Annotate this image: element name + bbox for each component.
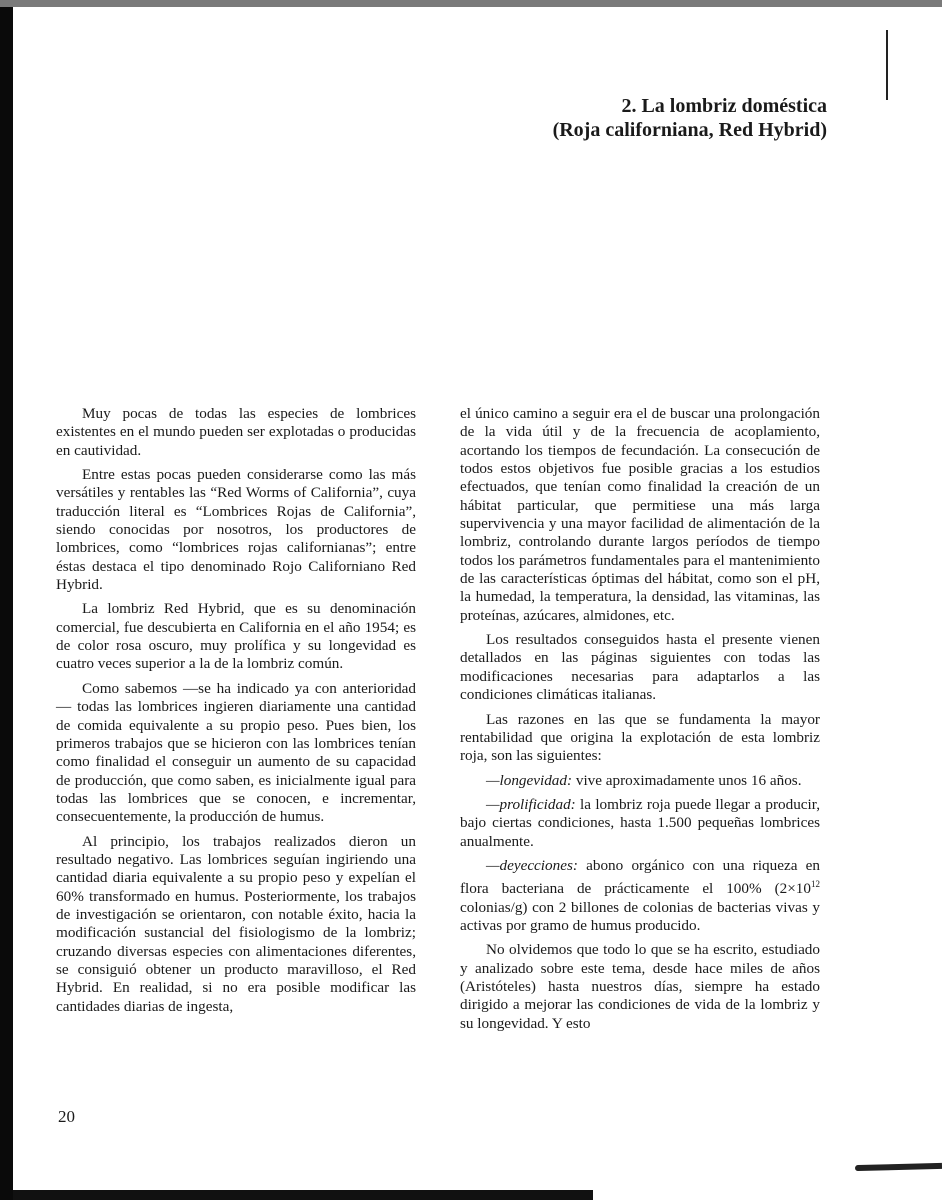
term-prolificacy: —prolificidad: bbox=[486, 795, 576, 813]
paragraph: Los resultados conseguidos hasta el presente vienen detallados en las páginas siguientes con todas las modificaciones necesarias para adaptarlos a las condiciones climáticas italianas. bbox=[460, 631, 820, 704]
paragraph: Las razones en las que se fundamenta la mayor rentabilidad que origina la explotación de esta lombriz roja, son las siguientes: bbox=[460, 710, 820, 765]
list-item-longevity bbox=[460, 772, 820, 790]
scan-left-border bbox=[0, 7, 13, 1200]
term-dejections: —deyecciones: bbox=[486, 856, 578, 874]
definition-longevity: vive aproximadamente unos 16 años. bbox=[572, 771, 802, 789]
scan-margin-mark bbox=[886, 30, 888, 100]
paragraph: No olvidemos que todo lo que se ha escrito, estudiado y analizado sobre este tema, desde hace miles de años (Aristóteles) hasta nuestros días, siempre ha estado dirigido a mejorar las condiciones de vida de la lombriz y su longevidad. Y esto bbox=[460, 941, 820, 1032]
definition-dejections-part2: colonias/g) con 2 billones de colonias de bacterias vivas y activas por gramo de humus producido. bbox=[460, 898, 820, 934]
paragraph-continuation: el único camino a seguir era el de buscar una prolongación de la vida útil y de la frecuencia de acoplamiento, acortando los tiempos de fecundación. La consecución de todos estos objetivos fue posible gracias a los estudios efectuados, que tenían como finalidad la creación de un hábitat particular, que permitiese una más larga supervivencia y una mayor facilidad de alimentación de la lombriz, controlando durante largos períodos de tiempo todos los parámetros fundamentales para el mantenimiento de las características óptimas del hábitat, como son el pH, la humedad, la temperatura, la densidad, las vitaminas, las proteínas, azúcares, almidones, etc. bbox=[460, 405, 820, 624]
scan-bottom-mark bbox=[855, 1163, 942, 1171]
paragraph: La lombriz Red Hybrid, que es su denominación comercial, fue descubierta en California en el año 1954; es de color rosa oscuro, muy prolífica y su longevidad es cuatro veces superior a la de la lombriz común. bbox=[56, 600, 416, 673]
scan-bottom-border bbox=[13, 1190, 593, 1200]
list-item-dejections bbox=[460, 857, 820, 935]
paragraph: Como sabemos —se ha indicado ya con anterioridad— todas las lombrices ingieren diariamente una cantidad de comida equivalente a su propio peso. Pues bien, los primeros trabajos que se hicieron con las lombrices tenían como finalidad el conseguir un aumento de su capacidad de producción, que como saben, es inicialmente igual para todas las lombrices que se conocen, e incrementar, consecuentemente, la producción de humus. bbox=[56, 679, 416, 826]
definition-prolificacy: la lombriz roja puede llegar a producir, bajo ciertas condiciones, hasta 1.500 pequeñas lombrices anualmente. bbox=[460, 795, 820, 850]
right-text-column bbox=[460, 405, 820, 1039]
scan-top-border bbox=[0, 0, 942, 7]
list-item-prolificacy bbox=[460, 796, 820, 851]
page-number: 20 bbox=[58, 1107, 75, 1126]
chapter-title-line-1: 2. La lombriz doméstica bbox=[621, 95, 827, 117]
paragraph: Muy pocas de todas las especies de lombrices existentes en el mundo pueden ser explotadas o producidas en cautividad. bbox=[56, 405, 416, 459]
exponent: 12 bbox=[811, 879, 820, 890]
term-longevity: —longevidad: bbox=[486, 771, 573, 789]
paragraph: Al principio, los trabajos realizados dieron un resultado negativo. Las lombrices seguían ingiriendo una cantidad diaria equivalente a su propio peso y expelían el 60% transformado en humus. Posteriormente, los trabajos de investigación se orientaron, con notable éxito, hacia la modificación sustancial del fisiologismo de la lombriz; cruzando diversas especies con alimentaciones diferentes, se consiguió obtener un producto maravilloso, el Red Hybrid. En realidad, si no era posible modificar las cantidades diarias de ingesta, bbox=[56, 832, 416, 1015]
chapter-title-line-2: (Roja californiana, Red Hybrid) bbox=[552, 119, 827, 141]
definition-dejections-part1: abono orgánico con una riqueza en flora bacteriana de prácticamente el 100% (2×10 bbox=[460, 856, 820, 898]
chapter-title bbox=[553, 94, 827, 142]
paragraph: Entre estas pocas pueden considerarse como las más versátiles y rentables las “Red Worms of California”, cuya traducción literal es “Lombrices Rojas de California”, siendo conocidas por nosotros, los productores de lombrices, como “lombrices rojas californianas”; entre éstas destaca el tipo denominado Rojo Californiano Red Hybrid. bbox=[56, 466, 416, 594]
left-text-column bbox=[56, 405, 416, 1022]
